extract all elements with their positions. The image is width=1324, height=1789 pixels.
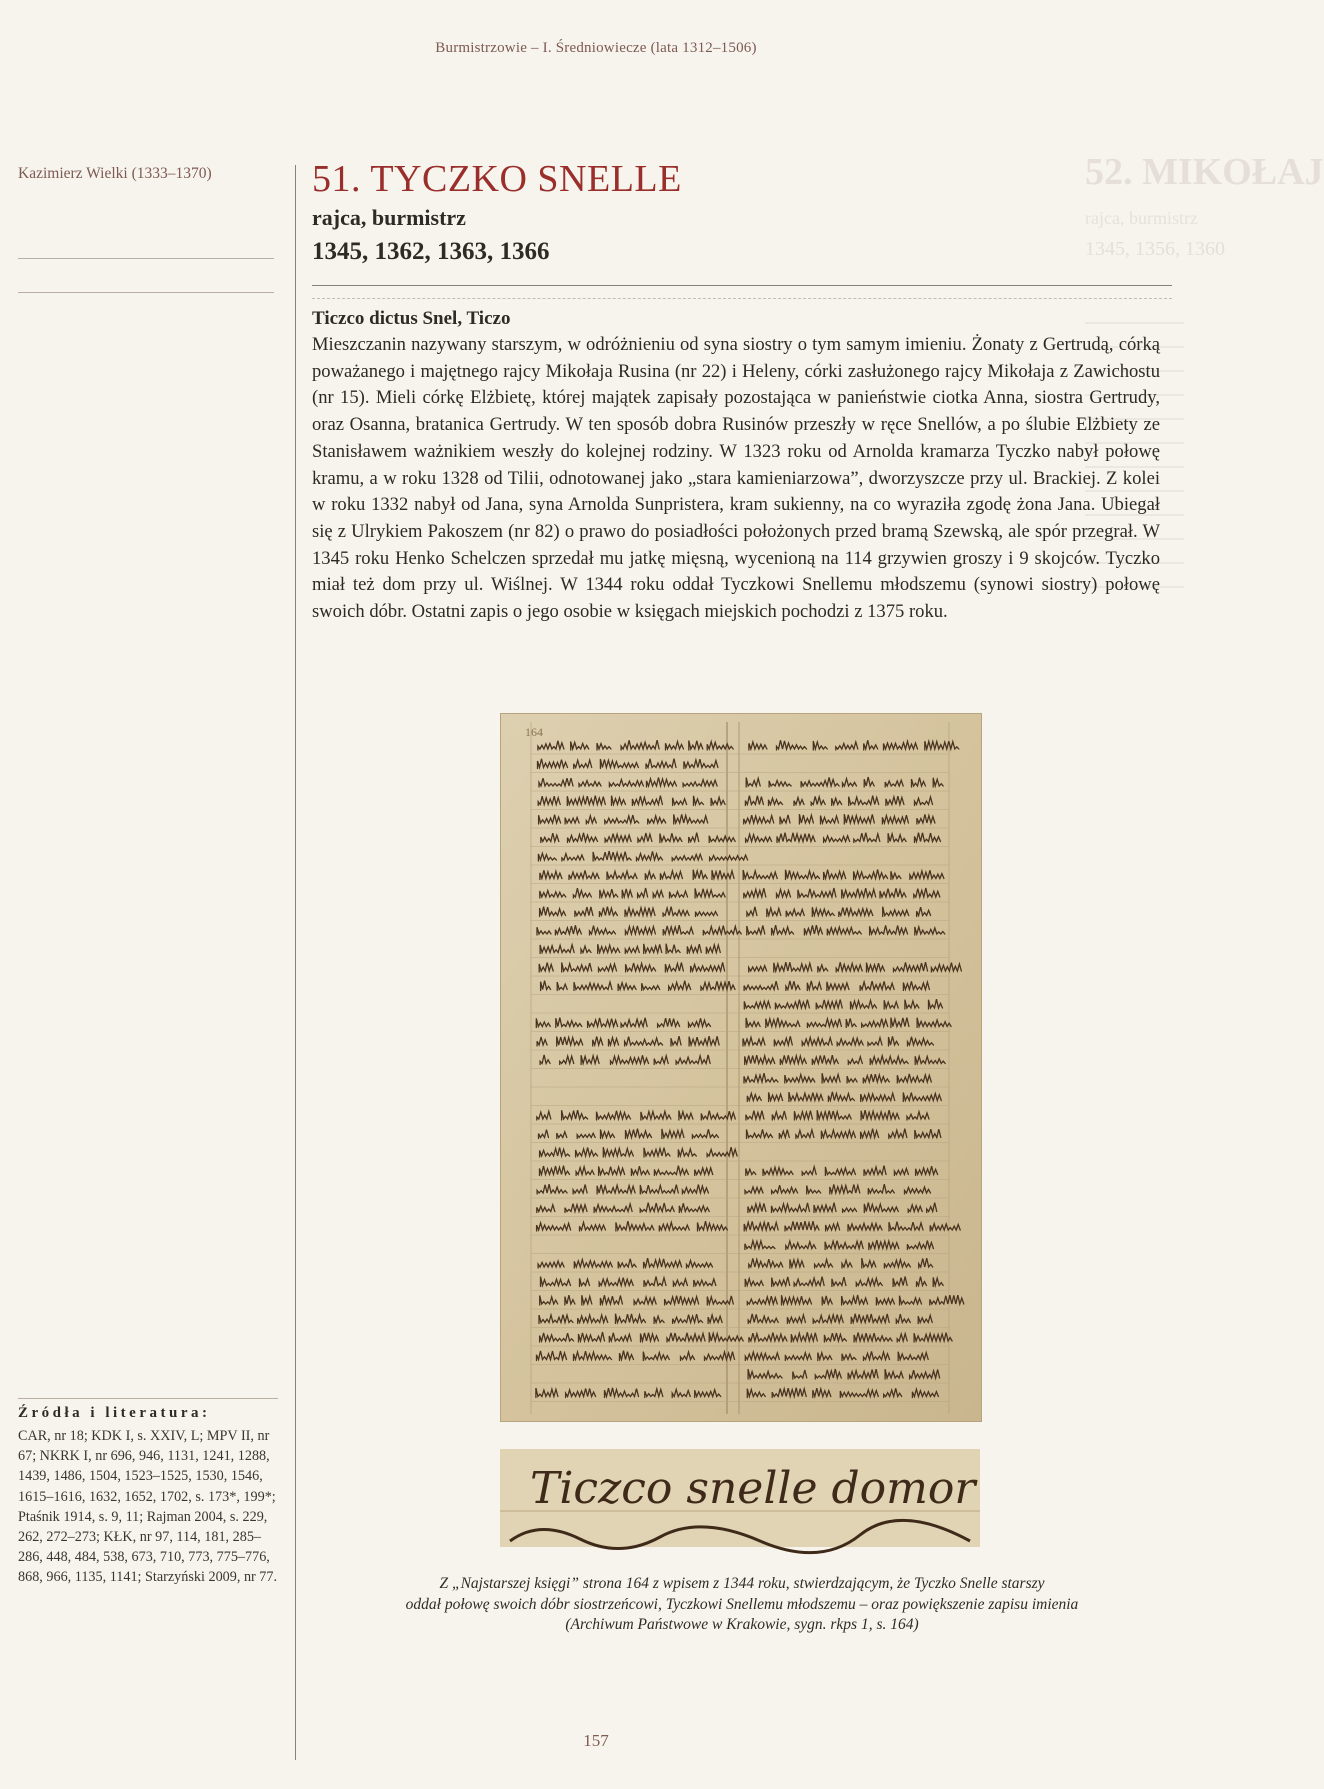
- manuscript-page-svg: [501, 714, 981, 1421]
- caption-line: Z „Najstarszej księgi” strona 164 z wpisem z 1344 roku, stwierdzającym, że Tyczko Snelle starszy: [439, 1575, 1045, 1592]
- column-divider: [295, 165, 296, 1760]
- manuscript-detail-image: [500, 1449, 980, 1547]
- detail-handwriting: Ticzco snelle domor: [530, 1463, 976, 1514]
- entry-title: 51. TYCZKO SNELLE: [312, 158, 682, 200]
- running-head: Burmistrzowie – I. Średniowiecze (lata 1312–1506): [435, 40, 757, 56]
- sources-heading: Źródła i literatura:: [18, 1405, 211, 1421]
- heading-rule-dashed: [312, 298, 1172, 299]
- folio-number: 164: [525, 725, 543, 739]
- caption-line: (Archiwum Państwowe w Krakowie, sygn. rkps 1, s. 164): [565, 1616, 919, 1633]
- manuscript-image: [500, 713, 982, 1422]
- margin-divider: [18, 292, 274, 293]
- ghost-years: 1345, 1356, 1360: [1085, 238, 1225, 260]
- entry-role: rajca, burmistrz: [312, 205, 466, 230]
- margin-divider: [18, 258, 274, 259]
- figure-caption: [312, 1574, 1172, 1636]
- ghost-role: rajca, burmistrz: [1085, 208, 1198, 228]
- sources-text: CAR, nr 18; KDK I, s. XXIV, L; MPV II, nr 67; NKRK I, nr 696, 946, 1131, 1241, 1288, 1439, 1486, 1504, 1523–1525, 1530, 1546, 1615–1616, 1632, 1652, 1702, s. 173*, 199*; Ptaśnik 1914, s. 9, 11; Rajman 2004, s. 229, 262, 272–273; KŁK, nr 97, 114, 181, 285–286, 448, 484, 538, 673, 710, 773, 775–776, 868, 966, 1135, 1141; Starzyński 2009, nr 77.: [18, 1428, 278, 1586]
- page-number: 157: [583, 1731, 609, 1750]
- margin-era-label: Kazimierz Wielki (1333–1370): [18, 165, 212, 182]
- entry-body: Mieszczanin nazywany starszym, w odróżnieniu od syna siostry o tym samym imieniu. Żonaty z Gertrudą, córką poważanego i majętnego rajcy Mikołaja Rusina (nr 22) i Heleny, córki zasłużonego rajcy Mikołaja z Zawichostu (nr 15). Mieli córkę Elżbietę, której majątek zapisały pozostająca w panieństwie ciotka Anna, siostra Gertrudy, oraz Osanna, bratanica Gertrudy. W ten sposób dobra Rusinów przeszły w ręce Snellów, a po ślubie Elżbiety ze Stanisławem ważnikiem weszły do kolejnej rodziny. W 1323 roku od Arnolda kramarza Tyczko nabył połowę kramu, a w roku 1328 od Tilii, odnotowanej jako „stara kamieniarzowa”, dworzyszcze przy ul. Brackiej. Z kolei w roku 1332 nabył od Jana, syna Arnolda Sunpristera, kram sukienny, na co wyraziła zgodę żona Jana. Ubiegał się z Ulrykiem Pakoszem (nr 82) o prawo do posiadłości położonych przed bramą Szewską, ale spór przegrał. W 1345 roku Henko Schelczen sprzedał mu jatkę mięsną, wycenioną na 114 grzywien groszy i 9 skojców. Tyczko miał też dom przy ul. Wiślnej. W 1344 roku oddał Tyczkowi Snellemu młodszemu (synowi siostry) połowę swoich dóbr. Ostatni zapis o jego osobie w księgach miejskich pochodzi z 1375 roku.: [312, 334, 1160, 623]
- sources-rule: [18, 1398, 278, 1399]
- entry-years: 1345, 1362, 1363, 1366: [312, 238, 550, 265]
- entry-name-variants: Ticzco dictus Snel, Ticzo: [312, 308, 511, 329]
- caption-line: oddał połowę swoich dóbr siostrzeńcowi, Tyczkowi Snellemu młodszemu – oraz powiększenie zapisu imienia: [405, 1595, 1079, 1613]
- heading-rule: [312, 285, 1172, 286]
- manuscript-detail-svg: [500, 1449, 980, 1547]
- ghost-title: 52. MIKOŁAJ: [1085, 151, 1324, 193]
